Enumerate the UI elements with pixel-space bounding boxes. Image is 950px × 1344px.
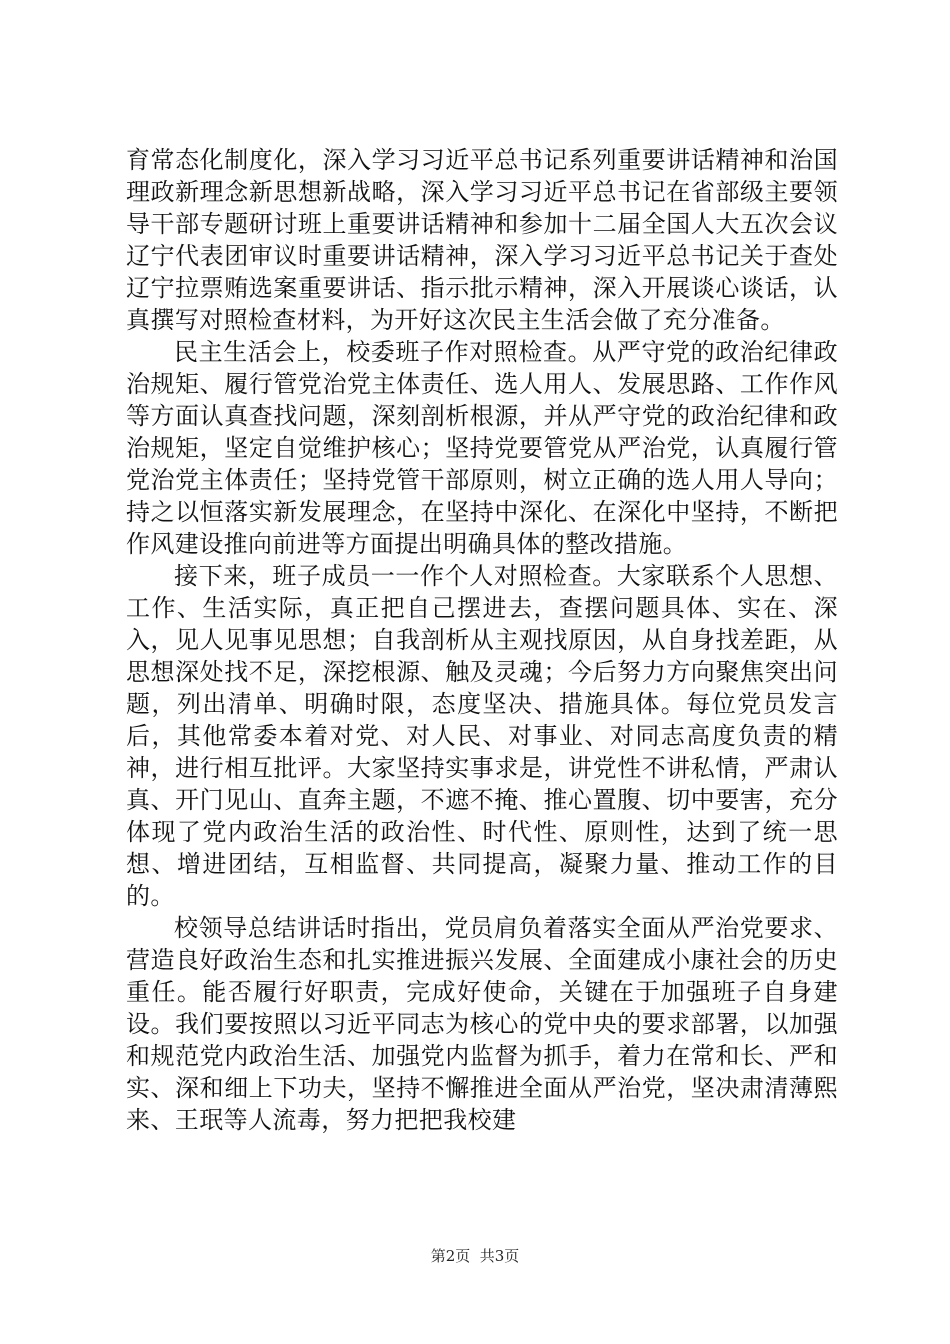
paragraph-3: 接下来，班子成员一一作个人对照检查。大家联系个人思想、工作、生活实际，真正把自己摆进去，查摆问题具体、实在、深入，见人见事见思想；自我剖析从主观找原因，从自身找差距，从思想深处找不足，深挖根源、触及灵魂；今后努力方向聚焦突出问题，列出清单、明确时限，态度坚决、措施具体。每位党员发言后，其他常委本着对党、对人民、对事业、对同志高度负责的精神，进行相互批评。大家坚持实事求是，讲党性不讲私情，严肃认真、开门见山、直奔主题，不遮不掩、推心置腹、切中要害，充分体现了党内政治生活的政治性、时代性、原则性，达到了统一思想、增进团结，互相监督、共同提高，凝聚力量、推动工作的目的。 — [126, 562, 838, 910]
paragraph-2: 民主生活会上，校委班子作对照检查。从严守党的政治纪律政治规矩、履行管党治党主体责任、选人用人、发展思路、工作作风等方面认真查找问题，深刻剖析根源，并从严守党的政治纪律和政治规矩，坚定自觉维护核心；坚持党要管党从严治党，认真履行管党治党主体责任；坚持党管干部原则，树立正确的选人用人导向；持之以恒落实新发展理念，在坚持中深化、在深化中坚持，不断把作风建设推向前进等方面提出明确具体的整改措施。 — [126, 338, 838, 558]
document-body — [126, 144, 838, 1136]
page-footer — [0, 1246, 950, 1266]
paragraph-1: 育常态化制度化，深入学习习近平总书记系列重要讲话精神和治国理政新理念新思想新战略，深入学习习近平总书记在省部级主要领导干部专题研讨班上重要讲话精神和参加十二届全国人大五次会议辽宁代表团审议时重要讲话精神，深入学习习近平总书记关于查处辽宁拉票贿选案重要讲话、指示批示精神，深入开展谈心谈话，认真撰写对照检查材料，为开好这次民主生活会做了充分准备。 — [126, 146, 838, 334]
paragraph-4: 校领导总结讲话时指出，党员肩负着落实全面从严治党要求、营造良好政治生态和扎实推进振兴发展、全面建成小康社会的历史重任。能否履行好职责，完成好使命，关键在于加强班子自身建设。我们要按照以习近平同志为核心的党中央的要求部署，以加强和规范党内政治生活、加强党内监督为抓手，着力在常和长、严和实、深和细上下功夫，坚持不懈推进全面从严治党，坚决肃清薄熙来、王珉等人流毒，努力把把我校建 — [126, 914, 838, 1134]
page-number-label: 第2页 共3页 — [430, 1247, 520, 1265]
